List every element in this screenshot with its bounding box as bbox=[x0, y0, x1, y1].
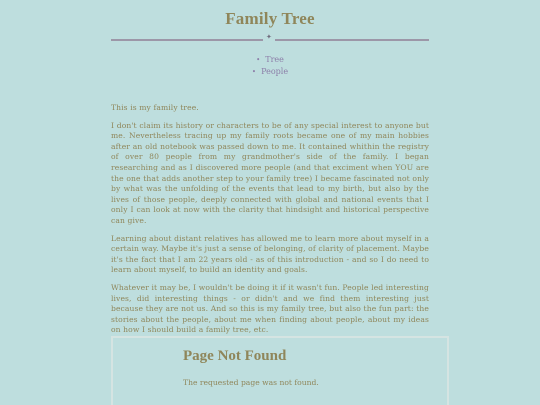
nav-link-people[interactable]: People bbox=[261, 67, 289, 76]
star-icon: ✦ bbox=[266, 33, 272, 41]
intro-paragraph: I don't claim its history or characters to be of any special interest to anyone but me. Nevertheless tracing up my family roots became one of my main hobbies after an old notebook was passed down to me. It contained whithin the registry of over 80 people from my grandmother's side of the family. I began researching and as I discovered more people (and that exciment when YOU are the one that adds another step to your family tree) I became fascinated not only by what was the unfolding of the events that lead to my birth, but also by the lives of those people, deeply connected with global and national events that I only I can look at now with the clarity that hindsight and historical perspective can give. bbox=[111, 120, 429, 225]
not-found-message: The requested page was not found. bbox=[183, 378, 319, 387]
intro-content bbox=[111, 103, 429, 343]
nav-item-tree bbox=[0, 54, 540, 66]
bullet-icon: • bbox=[256, 56, 261, 64]
main-nav bbox=[0, 54, 540, 78]
nav-link-tree[interactable]: Tree bbox=[265, 55, 284, 64]
page-not-found-box bbox=[111, 336, 449, 405]
nav-item-people bbox=[0, 66, 540, 78]
divider-line-left bbox=[111, 39, 263, 41]
intro-paragraph: Learning about distant relatives has allowed me to learn more about myself in a certain way. Maybe it's just a sense of belonging, of clarity of placement. Maybe it's the fact that I am 22 years old - as of this introduction - and so I do need to learn about myself, to build an identity and goals. bbox=[111, 233, 429, 275]
not-found-title: Page Not Found bbox=[183, 348, 287, 364]
site-title[interactable]: Family Tree bbox=[225, 9, 315, 28]
header-divider bbox=[111, 33, 429, 41]
bullet-icon: • bbox=[251, 68, 257, 76]
intro-paragraph: Whatever it may be, I wouldn't be doing it if it wasn't fun. People led interesting lives, did interesting things - or didn't and we find them interesting just because they are not us. And so this is my family tree, but also the fun part: the stories about the people, about me when finding about people, about my ideas on how I should build a family tree, etc. bbox=[111, 282, 429, 335]
intro-paragraph: This is my family tree. bbox=[111, 103, 199, 112]
divider-line-right bbox=[275, 39, 429, 41]
